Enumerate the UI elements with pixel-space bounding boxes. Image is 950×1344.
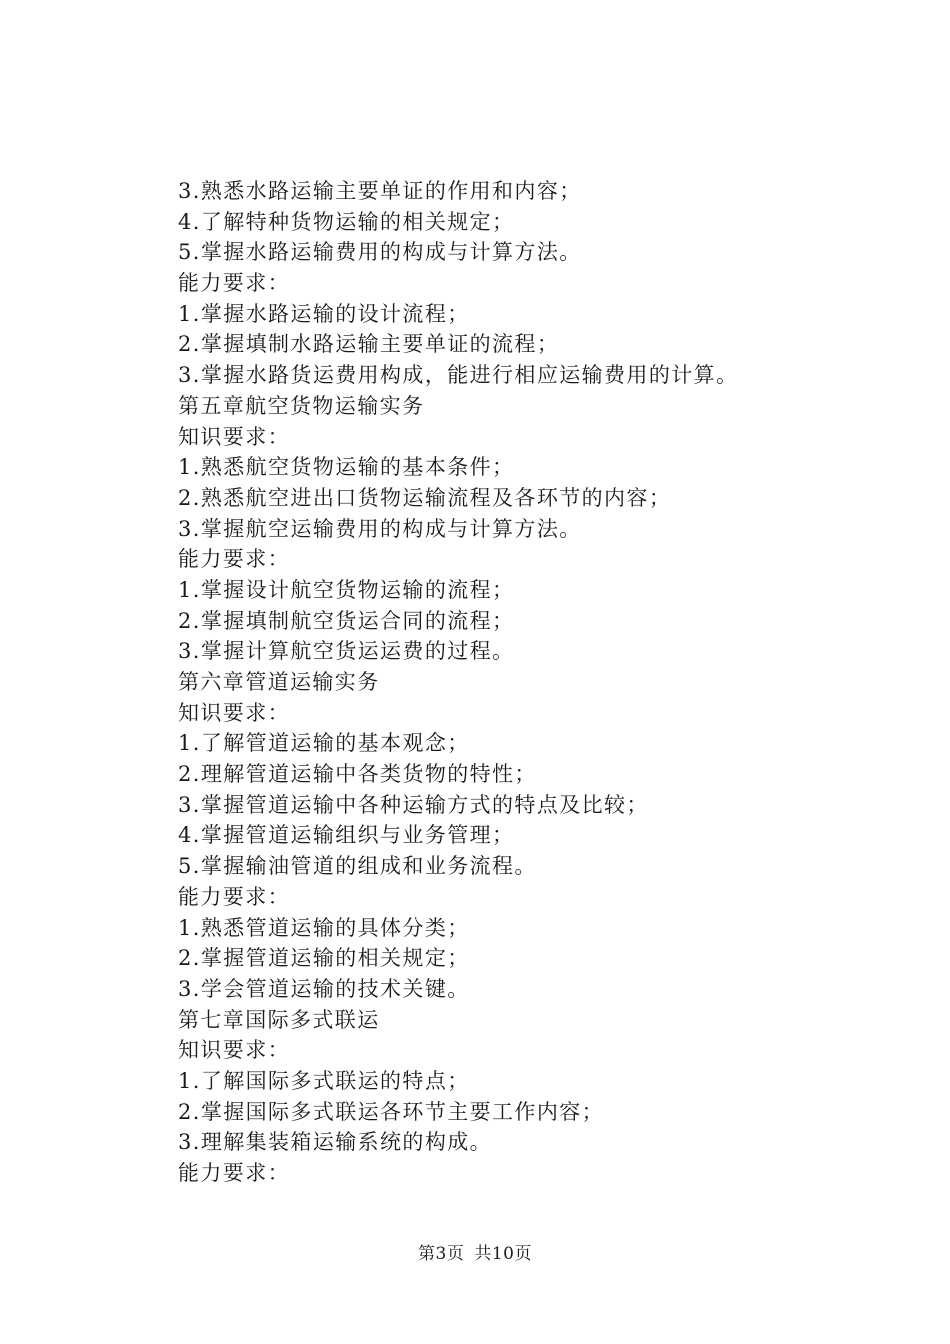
section-heading: 能力要求： xyxy=(178,884,290,909)
text-line: 2.掌握国际多式联运各环节主要工作内容； xyxy=(178,1099,605,1124)
page-footer xyxy=(0,1243,950,1265)
text-line: 3.掌握水路货运费用构成，能进行相应运输费用的计算。 xyxy=(178,363,739,388)
text-line: 3.掌握航空运输费用的构成与计算方法。 xyxy=(178,516,582,541)
text-line: 2.熟悉航空进出口货物运输流程及各环节的内容； xyxy=(178,485,672,510)
text-line: 5.掌握输油管道的组成和业务流程。 xyxy=(178,854,537,879)
section-heading: 能力要求： xyxy=(178,547,290,572)
chapter-title: 第六章管道运输实务 xyxy=(178,670,380,694)
text-line: 2.理解管道运输中各类货物的特性； xyxy=(178,762,537,787)
section-heading: 知识要求： xyxy=(178,1038,290,1063)
text-line: 2.掌握填制水路运输主要单证的流程； xyxy=(178,332,560,357)
text-line: 3.学会管道运输的技术关键。 xyxy=(178,976,470,1001)
text-line: 4.了解特种货物运输的相关规定； xyxy=(178,209,515,234)
section-heading: 知识要求： xyxy=(178,700,290,725)
text-line: 1.熟悉管道运输的具体分类； xyxy=(178,915,470,940)
text-line: 3.掌握计算航空货运运费的过程。 xyxy=(178,639,515,664)
page-number: 第3页 xyxy=(418,1244,465,1264)
text-line: 1.掌握水路运输的设计流程； xyxy=(178,301,470,326)
text-line: 3.熟悉水路运输主要单证的作用和内容； xyxy=(178,179,582,203)
text-line: 1.熟悉航空货物运输的基本条件； xyxy=(178,455,515,480)
text-line: 3.掌握管道运输中各种运输方式的特点及比较； xyxy=(178,792,649,817)
section-heading: 知识要求： xyxy=(178,424,290,449)
section-heading: 能力要求： xyxy=(178,1161,290,1185)
page-total: 共10页 xyxy=(474,1244,532,1264)
text-line: 2.掌握填制航空货运合同的流程； xyxy=(178,608,515,633)
text-line: 1.掌握设计航空货物运输的流程； xyxy=(178,577,515,602)
text-line: 1.了解管道运输的基本观念； xyxy=(178,731,470,756)
text-line: 5.掌握水路运输费用的构成与计算方法。 xyxy=(178,240,582,265)
chapter-title: 第七章国际多式联运 xyxy=(178,1007,380,1032)
text-line: 3.理解集装箱运输系统的构成。 xyxy=(178,1130,493,1155)
document-body xyxy=(178,176,878,1189)
section-heading: 能力要求： xyxy=(178,271,290,296)
text-line: 2.掌握管道运输的相关规定； xyxy=(178,946,470,971)
text-line: 4.掌握管道运输组织与业务管理； xyxy=(178,823,515,848)
chapter-title: 第五章航空货物运输实务 xyxy=(178,393,425,418)
text-line: 1.了解国际多式联运的特点； xyxy=(178,1068,470,1093)
